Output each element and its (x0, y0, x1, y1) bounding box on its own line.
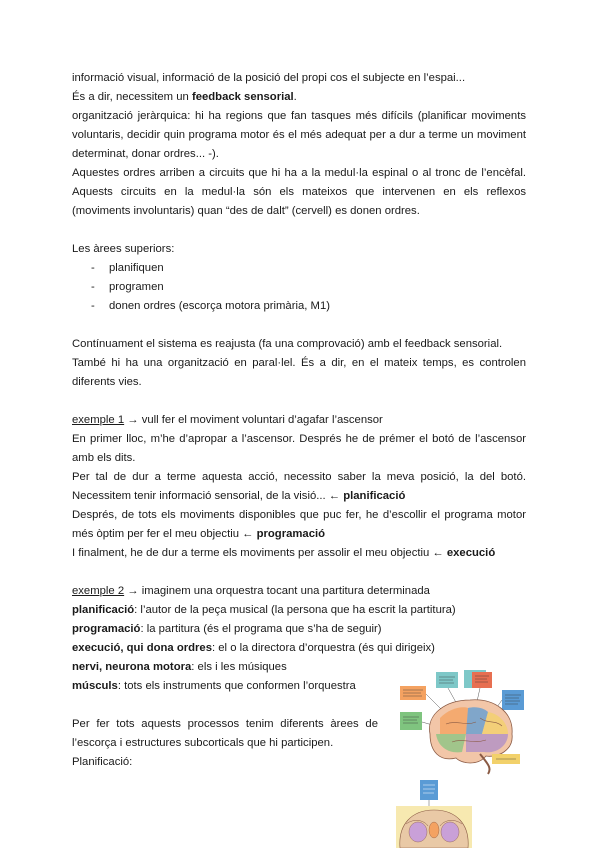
example-label: exemple 2 (72, 585, 125, 597)
brain-illustration (396, 668, 528, 776)
paragraph: En primer lloc, m’he d’apropar a l’ascensor. Després he de prémer el botó de l’ascensor amb els dits. (72, 433, 526, 464)
definition-item: planificació: l’autor de la peça musical (la persona que ha escrit la partitura) (72, 604, 456, 616)
definition-item: nervi, neurona motora: els i les músiques (72, 661, 287, 673)
label-box-red (472, 672, 492, 688)
example-label: exemple 1 (72, 414, 125, 426)
definition-item: programació: la partitura (és el programa que s’ha de seguir) (72, 623, 382, 635)
bold-term: feedback sensorial (191, 91, 294, 103)
list-item: - programen (72, 278, 526, 297)
definition-item: músculs: tots els instruments que conformen l’orquestra (72, 680, 356, 692)
paragraph: informació visual, informació de la posició del propi cos el subjecte en l’espai... (72, 72, 466, 84)
paragraph: organització jeràrquica: hi ha regions que fan tasques més difícils (planificar moviments voluntaris, decidir quin programa motor és el més adequat per a dur a terme un moviment determinat, donar ordres... -). (72, 110, 526, 160)
paragraph: Les àrees superiors: (72, 243, 175, 255)
brain-areas-figure (396, 668, 528, 776)
paragraph: Contínuament el sistema es reajusta (fa una comprovació) amb el feedback sensorial. (72, 338, 503, 350)
bold-term: programació (256, 528, 326, 540)
brain-section-illustration (394, 780, 474, 848)
bold-term: execució (446, 547, 496, 559)
definition-item: execució, qui dona ordres: el o la directora d’orquestra (és qui dirigeix) (72, 642, 435, 654)
paragraph: Per fer tots aquests processos tenim diferents àrees de l’escorça i estructures subcorticals que hi participen. (72, 718, 378, 749)
paragraph: I finalment, he de dur a terme els moviments per assolir el meu objectiu ← execució (72, 547, 496, 559)
example-heading: exemple 2 → imaginem una orquestra tocant una partitura determinada (72, 585, 430, 597)
paragraph: Després, de tots els moviments disponibles que puc fer, he d’escollir el programa motor més òptim per fer el meu objectiu ← programació (72, 509, 526, 540)
paragraph: És a dir, necessitem un feedback sensorial. (72, 91, 297, 103)
label-box-blue (502, 690, 524, 710)
list-item: - planifiquen (72, 259, 526, 278)
document-body (72, 69, 526, 772)
list-item: - donen ordres (escorça motora primària, M1) (72, 297, 526, 316)
bold-term: planificació (343, 490, 406, 502)
example-heading: exemple 1 → vull fer el moviment voluntari d’agafar l’ascensor (72, 414, 383, 426)
label-box-blue (420, 780, 438, 800)
label-box-green (400, 712, 422, 730)
paragraph: Aquestes ordres arriben a circuits que hi ha a la medul·la espinal o al tronc de l’encèfal. Aquests circuits en la medul·la són els mateixos que intervenen en els reflexos (moviments involuntaris) quan “des de dalt” (cervell) es donen ordres. (72, 167, 526, 217)
brain-section-figure (394, 780, 474, 848)
paragraph: Planificació: (72, 756, 133, 768)
paragraph: També hi ha una organització en paral·lel. És a dir, en el mateix temps, es controlen diferents vies. (72, 357, 526, 388)
dash-list (72, 259, 526, 316)
paragraph: Per tal de dur a terme aquesta acció, necessito saber la meva posició, la del botó. Necessitem tenir informació sensorial, de la visió... ← planificació (72, 471, 526, 502)
